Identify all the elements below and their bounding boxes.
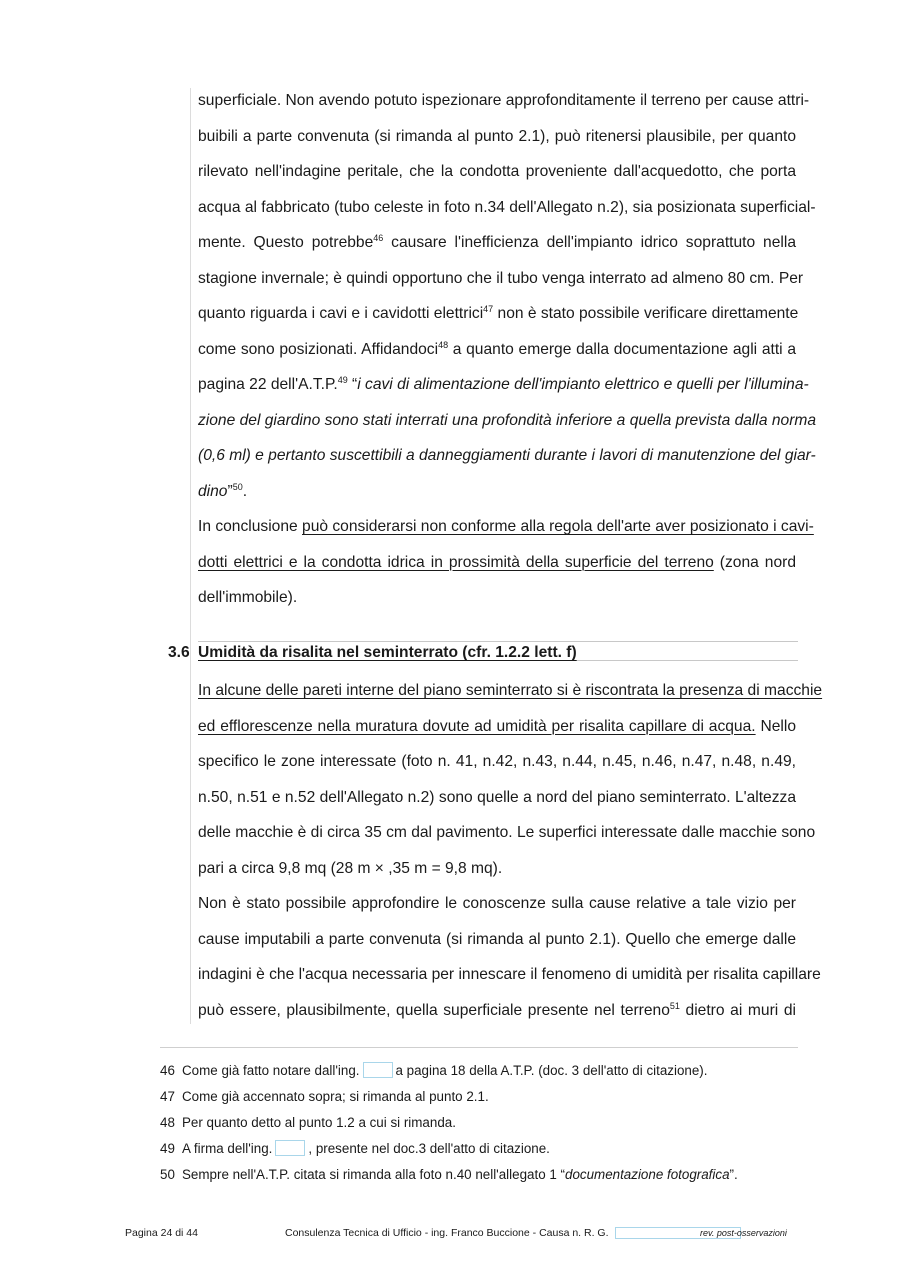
text-run: “ bbox=[347, 376, 358, 393]
text-run: non è stato possibile verificare direttamente bbox=[493, 305, 799, 322]
text-run: quanto riguarda i cavi e i cavidotti elettrici bbox=[198, 305, 484, 322]
footnote-number: 46 bbox=[160, 1063, 175, 1078]
text-run: (zona nord bbox=[713, 553, 797, 571]
text-line: n.50, n.51 e n.52 dell'Allegato n.2) sono quelle a nord del piano seminterrato. L'altezza bbox=[198, 788, 796, 806]
text-line bbox=[198, 552, 796, 574]
footnote-text: Sempre nell'A.T.P. citata si rimanda alla foto n.40 nell'allegato 1 “ bbox=[182, 1167, 565, 1182]
footnote-text: Come già accennato sopra; si rimanda al punto 2.1. bbox=[182, 1089, 489, 1104]
footnote-number: 49 bbox=[160, 1141, 175, 1156]
footnote-ref[interactable]: 47 bbox=[483, 304, 494, 314]
underlined-text: dotti elettrici e la condotta idrica in prossimità della superficie del terreno bbox=[198, 553, 714, 571]
footnote-text: , presente nel doc.3 dell'atto di citazione. bbox=[308, 1141, 550, 1156]
text-line: cause imputabili a parte convenuta (si rimanda al punto 2.1). Quello che emerge dalle bbox=[198, 930, 796, 948]
text-run: causare l'inefficienza dell'impianto idrico soprattuto nella bbox=[383, 234, 796, 251]
text-run: dietro ai muri di bbox=[679, 1001, 796, 1019]
footnote-49 bbox=[160, 1140, 550, 1158]
text-line bbox=[198, 481, 796, 503]
footnote-text: A firma dell'ing. bbox=[182, 1141, 273, 1156]
quoted-text: i cavi di alimentazione dell'impianto elettrico e quelli per l'illumina- bbox=[357, 376, 809, 393]
redacted-name-box bbox=[363, 1062, 393, 1078]
section-number: 3.6 bbox=[168, 644, 190, 661]
footer-title bbox=[285, 1226, 741, 1240]
section-title: Umidità da risalita nel seminterrato (cfr. 1.2.2 lett. f) bbox=[198, 644, 577, 661]
text-run: a quanto emerge dalla documentazione agli atti a bbox=[448, 340, 796, 358]
text-line: acqua al fabbricato (tubo celeste in foto n.34 dell'Allegato n.2), sia posizionata superficial- bbox=[198, 198, 816, 216]
text-run: ” bbox=[227, 482, 233, 500]
footnote-50 bbox=[160, 1166, 738, 1184]
text-line bbox=[198, 516, 814, 538]
text-line: buibili a parte convenuta (si rimanda al punto 2.1), può ritenersi plausibile, per quanto bbox=[198, 127, 796, 145]
text-line bbox=[198, 232, 796, 254]
footnote-text: a pagina 18 della A.T.P. (doc. 3 dell'atto di citazione). bbox=[395, 1063, 708, 1078]
heading-rule bbox=[198, 641, 798, 642]
text-run: come sono posizionati. Affidandoci bbox=[198, 340, 439, 358]
section-heading bbox=[168, 641, 798, 663]
footnote-47 bbox=[160, 1088, 489, 1106]
underlined-text: In alcune delle pareti interne del piano seminterrato si è riscontrata la presenza di macchie bbox=[198, 682, 823, 699]
footnote-text: Come già fatto notare dall'ing. bbox=[182, 1063, 360, 1078]
footnote-ref[interactable]: 51 bbox=[669, 1000, 680, 1011]
footnote-number: 50 bbox=[160, 1167, 175, 1182]
text-run: Nello bbox=[755, 717, 796, 735]
quoted-text-line: (0,6 ml) e pertanto suscettibili a danneggiamenti durante i lavori di manutenzione del giar- bbox=[198, 447, 816, 464]
text-run: . bbox=[242, 482, 248, 500]
text-line bbox=[198, 374, 809, 396]
text-line: delle macchie è di circa 35 cm dal pavimento. Le superfici interessate dalle macchie sono bbox=[198, 824, 816, 841]
text-line bbox=[198, 680, 823, 702]
underlined-text: può considerarsi non conforme alla regola dell'arte aver posizionato i cavi- bbox=[302, 518, 814, 535]
footnote-48 bbox=[160, 1114, 456, 1132]
text-run: pagina 22 dell'A.T.P. bbox=[198, 376, 338, 393]
footnote-46 bbox=[160, 1062, 707, 1080]
footer-title-text: Consulenza Tecnica di Ufficio - ing. Franco Buccione - Causa n. R. G. bbox=[285, 1227, 609, 1239]
text-line bbox=[198, 716, 796, 738]
text-line bbox=[198, 339, 796, 361]
footnote-text: Per quanto detto al punto 1.2 a cui si rimanda. bbox=[182, 1115, 456, 1130]
text-line bbox=[198, 1000, 796, 1022]
footnote-number: 48 bbox=[160, 1115, 175, 1130]
redacted-name-box bbox=[275, 1140, 305, 1156]
revision-note: rev. post-osservazioni bbox=[700, 1228, 787, 1238]
text-line: pari a circa 9,8 mq (28 m × ,35 m = 9,8 mq). bbox=[198, 859, 503, 877]
footnote-ref[interactable]: 49 bbox=[337, 375, 348, 385]
quoted-text: dino bbox=[198, 482, 228, 500]
footnote-text: ”. bbox=[729, 1167, 738, 1182]
text-line: indagini è che l'acqua necessaria per innescare il fenomeno di umidità per risalita capillare bbox=[198, 966, 821, 983]
text-line: dell'immobile). bbox=[198, 589, 298, 606]
underlined-text: ed efflorescenze nella muratura dovute ad umidità per risalita capillare di acqua. bbox=[198, 717, 756, 735]
text-run: può essere, plausibilmente, quella superficiale presente nel terreno bbox=[198, 1001, 670, 1019]
text-line: superficiale. Non avendo potuto ispezionare approfonditamente il terreno per cause attri- bbox=[198, 92, 810, 109]
left-margin-rule bbox=[190, 88, 191, 1024]
text-run: In conclusione bbox=[198, 518, 303, 535]
footnote-separator bbox=[160, 1047, 798, 1048]
page-number: Pagina 24 di 44 bbox=[125, 1227, 198, 1239]
text-run: mente. Questo potrebbe bbox=[198, 234, 374, 251]
text-line: stagione invernale; è quindi opportuno che il tubo venga interrato ad almeno 80 cm. Per bbox=[198, 269, 804, 287]
text-line bbox=[198, 303, 799, 325]
text-line: Non è stato possibile approfondire le conoscenze sulla cause relative a tale vizio per bbox=[198, 895, 796, 912]
footnote-number: 47 bbox=[160, 1089, 175, 1104]
text-line: specifico le zone interessate (foto n. 41, n.42, n.43, n.44, n.45, n.46, n.47, n.48, n.49, bbox=[198, 753, 796, 770]
text-line: rilevato nell'indagine peritale, che la condotta proveniente dall'acquedotto, che porta bbox=[198, 163, 796, 180]
footnote-ref[interactable]: 48 bbox=[438, 339, 449, 350]
footnote-ref[interactable]: 50 bbox=[232, 481, 243, 492]
quoted-text-line: zione del giardino sono stati interrati una profondità inferiore a quella prevista dalla norma bbox=[198, 411, 817, 429]
footnote-italic-text: documentazione fotografica bbox=[565, 1167, 730, 1182]
footnote-ref[interactable]: 46 bbox=[373, 233, 384, 243]
